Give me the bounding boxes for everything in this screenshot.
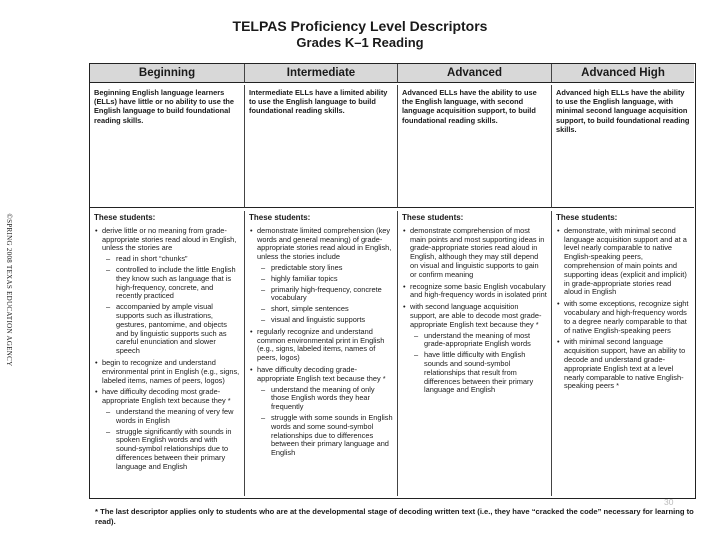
descriptor-item (102, 388, 240, 471)
descriptor-item (410, 227, 547, 280)
descriptor-text: with second language acquisition support, are able to decode most grade-appropriate English text because they * (410, 302, 542, 329)
descriptors-lead: These students: (249, 213, 311, 222)
page-title: TELPAS Proficiency Level Descriptors (232, 18, 488, 34)
descriptor-item (257, 366, 393, 458)
descriptor-item (102, 227, 240, 356)
descriptors-intermediate (245, 211, 398, 496)
descriptor-text: with minimal second language acquisition support, have an ability to decode and understand grade-appropriate English text at a level nearly comparable to native English-speaking peers * (564, 337, 686, 391)
descriptor-text: regularly recognize and understand common environmental print in English (e.g., signs, labeled items, names of peers, logos) (257, 326, 385, 363)
descriptor-text: begin to recognize and understand environmental print in English (e.g., signs, labeled items, names of peers, logos) (102, 357, 240, 385)
descriptor-subitem: – predictable story lines (271, 264, 393, 273)
descriptor-item (102, 359, 240, 385)
descriptors-lead: These students: (556, 213, 618, 222)
intro-intermediate: Intermediate ELLs have a limited ability to use the English language to build foundational reading skills. (245, 85, 398, 208)
descriptor-subitem: – primarily high-frequency, concrete vocabulary (271, 286, 393, 304)
intro-advanced: Advanced ELLs have the ability to use the English language, with second language acquisition support, to build foundational reading skills. (398, 85, 552, 208)
descriptor-subitem: – have little difficulty with English sounds and sound-symbol relationships that result from differences between their primary language and English (424, 351, 547, 395)
descriptor-subitem: – struggle significantly with sounds in spoken English words and with sound-symbol relationships due to differences between their primary language and English (116, 428, 240, 472)
descriptor-text: recognize some basic English vocabulary and high-frequency words in isolated print (410, 281, 547, 300)
descriptor-item (410, 303, 547, 395)
descriptor-subitem: – understand the meaning of only those English words they hear frequently (271, 386, 393, 412)
page-number: 30 (664, 497, 674, 507)
copyright-sidebar (0, 60, 18, 520)
intro-advanced-high: Advanced high ELLs have the ability to use the English language, with minimal second language acquisition support, to build foundational reading skills. (552, 85, 694, 208)
descriptor-item (564, 338, 690, 391)
descriptors-beginning (90, 211, 245, 496)
descriptor-subitem: – understand the meaning of most grade-appropriate English words (424, 332, 547, 350)
descriptor-text: have difficulty decoding grade-appropriate English text because they * (257, 364, 386, 383)
copyright-text: ©SPRING 2008 TEXAS EDUCATION AGENCY (5, 213, 13, 367)
descriptor-text: demonstrate comprehension of most main points and most supporting ideas in grade-appropriate stories read aloud in English, although they may still depend on visual and linguistic supports to gain or confirm meaning (410, 225, 545, 279)
descriptor-subitem: – short, simple sentences (271, 305, 393, 314)
descriptors-advanced-high (552, 211, 694, 496)
intro-beginning: Beginning English language learners (ELLs) have little or no ability to use the English language to build foundational reading skills. (90, 85, 245, 208)
descriptor-subitem: – controlled to include the little English they know such as language that is high-frequency, concrete, and recently practiced (116, 266, 240, 301)
descriptor-item (564, 227, 690, 297)
descriptor-item (257, 227, 393, 325)
descriptor-text: demonstrate limited comprehension (key words and general meaning) of grade-appropriate stories read aloud in English, unless the stories include (257, 225, 392, 262)
descriptor-item (257, 328, 393, 363)
descriptor-text: have difficulty decoding most grade-appropriate English text because they * (102, 387, 231, 406)
descriptor-item (564, 300, 690, 335)
footnote: * The last descriptor applies only to students who are at the developmental stage of decoding written text (i.e., they have “cracked the code” necessary for learning to read). (95, 507, 694, 526)
descriptors-lead: These students: (402, 213, 464, 222)
descriptor-text: demonstrate, with minimal second language acquisition support and at a level nearly comparable to native English-speaking peers, comprehension of main points and supporting ideas (explicit and implicit) in grade-appropriate stories read aloud in English (564, 225, 687, 297)
descriptor-subitem: – highly familiar topics (271, 275, 393, 284)
descriptor-text: with some exceptions, recognize sight vocabulary and high-frequency words to a degree nearly comparable to that of native English-speaking peers (564, 299, 689, 335)
descriptor-text: derive little or no meaning from grade-appropriate stories read aloud in English, unless the stories are (102, 225, 237, 253)
descriptors-lead: These students: (94, 213, 156, 222)
column-header-beginning: Beginning (90, 64, 245, 83)
page-subtitle: Grades K–1 Reading (296, 35, 424, 50)
column-header-advanced: Advanced (398, 64, 552, 83)
descriptor-item (410, 283, 547, 301)
descriptor-subitem: – accompanied by ample visual supports such as illustrations, gestures, pantomime, and objects and by linguistic supports such as careful enunciation and slower speech (116, 303, 240, 356)
column-header-intermediate: Intermediate (245, 64, 398, 83)
descriptor-subitem: – understand the meaning of very few words in English (116, 408, 240, 426)
descriptor-table (89, 63, 696, 499)
descriptor-subitem: – visual and linguistic supports (271, 316, 393, 325)
descriptor-subitem: – read in short “chunks” (116, 255, 240, 264)
descriptors-advanced (398, 211, 552, 496)
descriptor-subitem: – struggle with some sounds in English words and some sound-symbol relationships due to differences between their primary language and English (271, 414, 393, 458)
column-header-advanced-high: Advanced High (552, 64, 694, 83)
